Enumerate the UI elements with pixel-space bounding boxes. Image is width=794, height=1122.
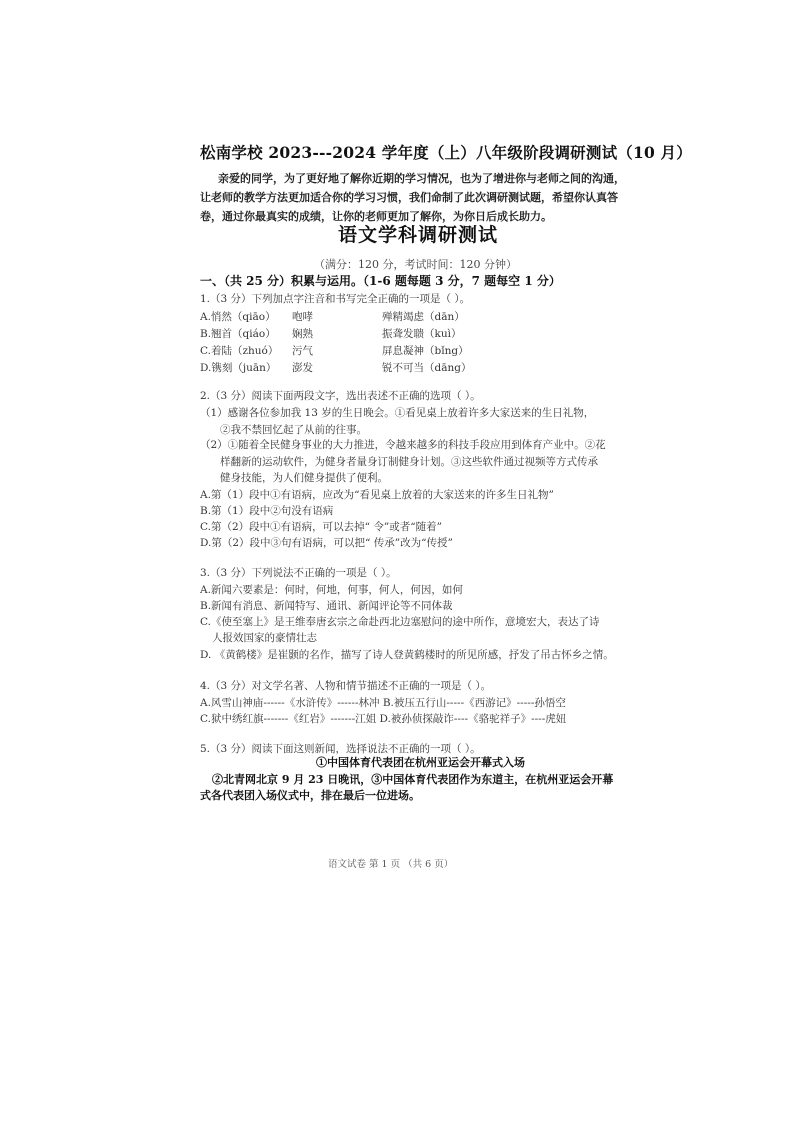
intro-line-1: 亲爱的同学，为了更好地了解你近期的学习情况，也为了增进你与老师之间的沟通， <box>218 172 625 185</box>
q5-news-line2: 式各代表团入场仪式中，排在最后一位进场。 <box>200 789 420 802</box>
q2-option-c: C.第（2）段中①有语病，可以去掉“ 令”或者“随着” <box>200 521 442 533</box>
q4-stem: 4.（3 分）对文学名著、人物和情节描述不正确的一项是（ ）。 <box>200 680 492 692</box>
intro-line-2: 让老师的教学方法更加适合你的学习习惯，我们命制了此次调研测试题，希望你认真答 <box>200 191 618 204</box>
q2-paragraph1-line1: （1）感谢各位参加我 13 岁的生日晚会。①看见桌上放着许多大家送来的生日礼物， <box>200 407 595 419</box>
section-heading: 一、（共 25 分）积累与运用。（1-6 题每题 3 分，7 题每空 1 分） <box>200 274 561 288</box>
q3-option-d: D. 《黄鹤楼》是崔颢的名作，描写了诗人登黄鹤楼时的所见所感，抒发了吊古怀乡之情。 <box>200 649 614 661</box>
page-footer: 语文试卷 第 1 页 （共 6 页） <box>328 859 454 870</box>
q2-paragraph2-line1: （2）①随着全民健身事业的大力推进，令越来越多的科技手段应用到体育产业中。②花 <box>200 439 606 451</box>
q1-a-word1: A.悄然（qiāo） <box>200 311 276 323</box>
q3-stem: 3.（3 分）下列说法不正确的一项是（ ）。 <box>200 567 397 579</box>
q1-a-word2: 咆哮 <box>292 311 313 323</box>
q4-options-cd: C.狱中绣红旗-------《红岩》-------江姐 D.被孙侦探敲诈----《骆驼祥子》----虎妞 <box>200 713 567 725</box>
q5-news-title: ①中国体育代表团在杭州亚运会开幕式入场 <box>316 756 525 769</box>
q5-news-line1: ②北青网北京 9 月 23 日晚讯，③中国体育代表团作为东道主，在杭州亚运会开幕 <box>212 773 614 786</box>
q1-b-word3: 振聋发聩（kuì） <box>382 328 462 340</box>
q1-d-word1: D.镌刻（juān） <box>200 362 277 374</box>
q2-option-d: D.第（2）段中③句有语病，可以把“ 传承”改为“传授” <box>200 537 453 549</box>
q4-options-ab: A.风雪山神庙------《水浒传》------林冲 B.被压五行山-----《西游记》-----孙悟空 <box>200 697 566 709</box>
q1-a-word3: 殚精竭虑（dān） <box>382 311 465 323</box>
q2-paragraph2-line2: 样翻新的运动软件，为健身者量身订制健身计划。③这些软件通过视频等方式传承 <box>220 456 598 468</box>
q3-option-c-line1: C.《使至塞上》是王维奉唐玄宗之命赴西北边塞慰问的途中所作，意境宏大，表达了诗 <box>200 616 600 628</box>
q3-option-b: B.新闻有消息、新闻特写、通讯、新闻评论等不同体裁 <box>200 600 453 612</box>
q2-paragraph1-line2: ②我不禁回忆起了从前的往事。 <box>220 424 367 436</box>
q1-c-word2: 污气 <box>292 345 313 357</box>
q5-stem: 5.（3 分）阅读下面这则新闻，选择说法不正确的一项（ ）。 <box>200 743 481 755</box>
q1-stem: 1.（3 分）下列加点字注音和书写完全正确的一项是（ ）。 <box>200 293 471 305</box>
exam-title: 松南学校 2023---2024 学年度（上）八年级阶段调研测试（10 月） <box>200 143 692 162</box>
q1-c-word1: C.着陆（zhuó） <box>200 345 279 357</box>
q1-b-word2: 娴熟 <box>292 328 313 340</box>
subject-title: 语文学科调研测试 <box>338 224 499 246</box>
q1-c-word3: 屏息凝神（bǐng） <box>382 345 469 357</box>
q2-stem: 2.（3 分）阅读下面两段文字，选出表述不正确的选项（ ）。 <box>200 390 481 402</box>
q1-d-word3: 锐不可当（dāng） <box>382 362 472 374</box>
q1-d-word2: 澎发 <box>292 362 313 374</box>
q3-option-c-line2: 人报效国家的豪情壮志 <box>212 632 317 644</box>
q1-b-word1: B.翘首（qiáo） <box>200 328 276 340</box>
q2-option-b: B.第（1）段中②句没有语病 <box>200 505 334 517</box>
q2-option-a: A.第（1）段中①有语病，应改为“看见桌上放着的大家送来的许多生日礼物” <box>200 489 554 501</box>
score-and-time: （满分：120 分，考试时间：120 分钟） <box>314 258 517 271</box>
intro-line-3: 卷，通过你最真实的成绩，让你的老师更加了解你，为你日后成长助力。 <box>200 210 552 223</box>
q3-option-a: A.新闻六要素是：何时，何地，何事，何人，何因，如何 <box>200 584 463 596</box>
q2-paragraph2-line3: 健身技能，为人们健身提供了便利。 <box>220 472 388 484</box>
